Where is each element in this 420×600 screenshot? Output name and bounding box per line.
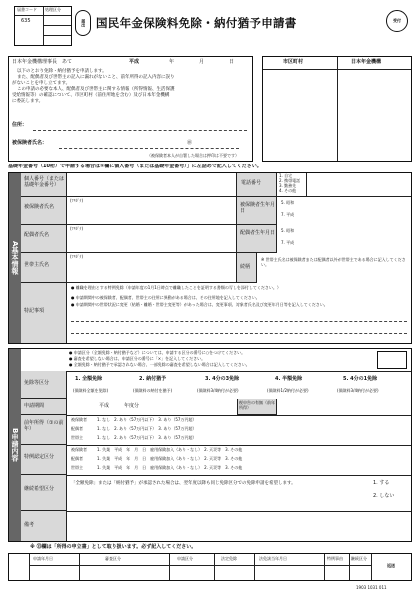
insured-name-field[interactable] [67,197,237,225]
reception-badge [386,10,408,32]
insured-era-showa: 5. 昭和 [281,200,295,205]
apply-opt-quarter[interactable]: 5. 4分の1免除 [343,376,378,382]
date-era: 平成 [129,59,140,65]
office-pension: 日本年金機構 [351,59,382,65]
apply-sub-full: (保険料全額を免除) [73,388,109,393]
spouse-era-heisei: 7. 平成 [281,240,295,245]
insured-name-row-label: 被保険者氏名 [24,204,55,210]
b-note-2: ● 審査を希望しない場合は、申請区分の番号に「×」を記入してください。 [69,356,206,361]
address-label: 住所： [12,122,28,128]
unemploy-row-insured-label: 被保険者 [71,447,87,452]
period-text[interactable]: 平成 年度分 [99,403,140,409]
unemploy-row-householder[interactable]: 1. 失業 平成 年 月 日 雇用保険加入（あり・なし） 2. 天災等 3. その他 [97,465,243,470]
person-number-field[interactable] [67,173,237,197]
footer-notice: ※ ⑬欄は「所得の申立書」として取り扱います。必ず記入してください。 [30,544,197,550]
spouse-name-field[interactable] [67,225,237,253]
footer-col-apply: 申請区分 [177,556,193,561]
apply-type-label: 免除等区分 [24,380,50,386]
intro-line-5: 受給情報等）の確認について、市区町村（前住所地を含む）及び日本年金機構 [12,93,170,98]
section-a [8,172,412,344]
footer-col-legal: 法定免除 [221,556,237,561]
received-stamp-circle [75,10,91,36]
prev-income-label: 前年所得（①の前年） [24,420,64,432]
spouse-name-row-label: 配偶者氏名 [24,232,50,238]
b-note-3: ● 全額免除・納付猶予で承認されない場合、一部免除の審査を希望しない場合は記入してください。 [69,362,250,367]
reception-badge-label: 受付 [393,17,401,23]
relation-label: 続柄 [240,264,251,270]
process-code-label: 処理区分 [45,7,61,12]
prev-choice-insured[interactable]: 1. なし 2. あり（57万円以下） 3. あり（57万円超） [97,417,197,422]
householder-field[interactable] [67,253,237,283]
prev-row-insured: 被保険者 [71,417,87,422]
section-b-sidebar: B申請内容 [9,349,21,541]
office-municipal: 市区町村 [283,59,304,65]
prev-choice-householder[interactable]: 1. なし 2. あり（57万円以下） 3. あり（57万円超） [97,435,197,440]
prev-choice-spouse[interactable]: 1. なし 2. あり（57万円以下） 3. あり（57万円超） [97,426,197,431]
form-code-value: 635 [21,18,31,24]
continue-opt-no[interactable]: 2. しない [373,493,395,499]
continue-opt-yes[interactable]: 1. する [373,480,390,486]
spouse-era-showa: 5. 昭和 [281,228,295,233]
office-box [262,56,412,162]
b-note-1: ● 申請区分（全額免除・納付猶予など）については、申請する区分の番号に○をつけてください。 [69,350,246,355]
intro-box [8,56,253,162]
apply-opt-half[interactable]: 4. 半額免除 [275,376,303,382]
section-a-sidebar: A基本情報 [9,173,21,343]
spouse-kana: (ﾌﾘｶﾞﾅ) [70,226,84,231]
footer-col-date: 申請年月日 [33,556,53,561]
special-note-2: ● 申請期間中の被保険者、配偶者、世帯主の住所に異動がある場合は、その住所地を記入してください。 [71,295,260,300]
name-line [59,148,239,149]
prev-row-spouse: 配偶者 [71,426,83,431]
apply-sub-defer: (保険料の納付を猶予) [133,388,173,393]
insured-name-label: 被保険者氏名： [12,140,48,146]
intro-line-6: に委託します。 [12,99,44,104]
footer-col-special: 特例事由 [327,556,343,561]
special-note-3: ● 申請期間中の世帯状況に変更（結婚・離婚・世帯主変更等）があった場合は、変更事項、対象者氏名及び変更年月日等を記入してください。 [71,302,328,307]
apply-sub-quarter: (保険料3/4納付が必要) [337,388,379,393]
unemploy-row-spouse-label: 配偶者 [71,456,83,461]
form-code-label: 届書コード [17,7,37,12]
apply-opt-three-quarter[interactable]: 3. 4分の3免除 [205,376,240,382]
date-year: 年 [169,59,175,65]
person-number-label: 個人番号（または基礎年金番号） [24,176,65,188]
insured-birth-label: 被保険者生年月日 [240,202,276,214]
form-code-box [14,6,72,46]
insured-era-heisei: 7. 平成 [281,212,295,217]
continue-text: 「全額免除」または「納付猶予」が承認された場合は、翌年度以降も同じ免除区分での免除申請を希望します。 [71,481,296,486]
special-label: 特記事項 [24,308,45,314]
householder-row-label: 世帯主氏名 [24,262,50,268]
apply-opt-full[interactable]: 1. 全額免除 [75,376,103,382]
remarks-field[interactable] [67,511,411,541]
period-label: 申請期間 [24,403,45,409]
footer-col-return: 返送 [387,563,395,568]
form-title: 国民年金保険料免除・納付猶予申請書 [96,16,297,30]
intro-line-1: 以下のとおり免除・納付猶予を申請します。 [17,69,107,74]
section-b [8,348,412,542]
seal-note: （被保険者本人が自署した場合は押印は不要です） [147,153,239,158]
phone-field[interactable] [307,173,411,197]
addressee: 日本年金機構理事長 あて [12,59,73,65]
spouse-birth-label: 配偶者生年月日 [240,230,276,236]
intro-line-2: また、配偶者及び世帯主の記入に漏れがないこと、前年所得の記入内容に誤り [17,75,175,80]
unemploy-row-insured[interactable]: 1. 失業 平成 年 月 日 雇用保険加入（あり・なし） 2. 天災等 3. その他 [97,447,243,452]
date-month: 月 [199,59,205,65]
phone-opt-other: 4. その他 [279,188,297,193]
footer-col-legal-date: 法免該当年月日 [259,556,287,561]
intro-line-3: がないことを申し立てます。 [12,81,71,86]
unemploy-label: 特例認定区分 [24,454,55,460]
prev-row-householder: 世帯主 [71,435,83,440]
date-day: 日 [229,59,235,65]
form-number: 1903 1031 011 [356,585,387,590]
phone-opt-mobile: 2. 携帯電話 [279,178,301,183]
tax-label: 税申告の有無（前年所得） [239,400,275,410]
notice-bar: 基礎年金番号（10桁）で申請する場合は①欄に個人番号（または基礎年金番号）」に左詰めで記入してください。 [8,164,262,169]
householder-kana: (ﾌﾘｶﾞﾅ) [70,254,84,259]
continue-label: 継続希望区分 [24,486,55,492]
intro-line-4: この申請の必要な本人、配偶者及び世帯主に関する情報（所得情報、生活保護 [17,87,175,92]
footer-col-continue: 継続区分 [351,556,367,561]
phone-opt-home: 1. 自宅 [279,173,293,178]
footer-table [8,553,412,581]
phone-opt-work: 3. 勤務先 [279,183,297,188]
phone-label: 電話番号 [241,180,262,186]
special-note-1: ● 離職を理由とする特例免除（申請年度の1月1日時点で離職したことを証明する書類の写しを添付してください。） [71,285,281,290]
seal-mark: ㊞ [187,140,193,146]
apply-sub-three-quarter: (保険料3/4納付が必要) [197,388,239,393]
address-line [33,130,247,131]
householder-note: ※ 世帯主氏名は被保険者または配偶者以外が世帯主である場合に記入してください。 [261,257,406,267]
footer-col-review: 審査区分 [105,556,121,561]
apply-opt-defer[interactable]: 2. 納付猶予 [139,376,167,382]
unemploy-row-householder-label: 世帯主 [71,465,83,470]
b-note-marker [377,351,407,369]
remarks-label: 備考 [24,522,35,528]
received-stamp-label: 届出 [81,19,87,27]
apply-sub-half: (保険料1/2納付が必要) [267,388,309,393]
unemploy-row-spouse[interactable]: 1. 失業 平成 年 月 日 雇用保険加入（あり・なし） 2. 天災等 3. その他 [97,456,243,461]
insured-kana: (ﾌﾘｶﾞﾅ) [70,198,84,203]
